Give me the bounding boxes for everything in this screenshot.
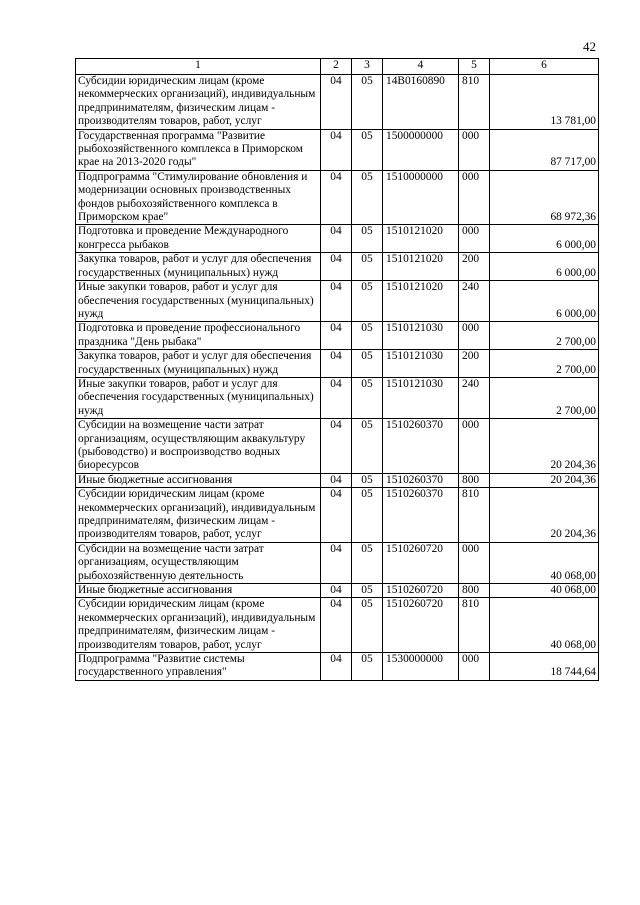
header-cell: 3 (352, 59, 383, 75)
row-code3-cell: 05 (352, 473, 383, 487)
row-code3-cell: 05 (352, 542, 383, 583)
row-code2-cell: 04 (321, 281, 352, 322)
row-code5-cell: 800 (459, 584, 490, 598)
row-sum-cell: 6 000,00 (490, 253, 599, 281)
row-code5-cell: 800 (459, 473, 490, 487)
row-code5-cell: 000 (459, 129, 490, 170)
row-sum-cell: 13 781,00 (490, 75, 599, 130)
row-code3-cell: 05 (352, 253, 383, 281)
table-row (76, 598, 599, 653)
row-name-cell: Подпрограмма "Стимулирование обновления и модернизации основных производственных фондов рыбохозяйственного комплекса в Приморском крае" (76, 170, 321, 225)
row-code2-cell: 04 (321, 584, 352, 598)
row-code2-cell: 04 (321, 419, 352, 474)
row-code2-cell: 04 (321, 473, 352, 487)
row-code5-cell: 240 (459, 281, 490, 322)
header-cell: 6 (490, 59, 599, 75)
row-code3-cell: 05 (352, 129, 383, 170)
page-number: 42 (583, 39, 596, 54)
row-name-cell: Подготовка и проведение Международного конгресса рыбаков (76, 225, 321, 253)
row-sum-cell: 87 717,00 (490, 129, 599, 170)
row-sum-cell: 18 744,64 (490, 653, 599, 681)
row-code4-cell: 1510260720 (383, 584, 459, 598)
row-name-cell: Иные закупки товаров, работ и услуг для обеспечения государственных (муниципальных) нужд (76, 281, 321, 322)
row-name-cell: Иные бюджетные ассигнования (76, 473, 321, 487)
row-code5-cell: 000 (459, 653, 490, 681)
row-code4-cell: 1500000000 (383, 129, 459, 170)
table-row (76, 653, 599, 681)
row-name-cell: Субсидии юридическим лицам (кроме некоммерческих организаций), индивидуальным предпринимателям, физическим лицам - производителям товаров, работ, услуг (76, 598, 321, 653)
row-code5-cell: 000 (459, 170, 490, 225)
table-row (76, 488, 599, 543)
row-name-cell: Подпрограмма "Развитие системы государственного управления" (76, 653, 321, 681)
header-cell: 2 (321, 59, 352, 75)
row-code5-cell: 810 (459, 75, 490, 130)
row-code5-cell: 000 (459, 322, 490, 350)
header-cell: 5 (459, 59, 490, 75)
row-code3-cell: 05 (352, 488, 383, 543)
row-code4-cell: 1510260370 (383, 473, 459, 487)
row-name-cell: Закупка товаров, работ и услуг для обеспечения государственных (муниципальных) нужд (76, 350, 321, 378)
row-code4-cell: 14В0160890 (383, 75, 459, 130)
row-code2-cell: 04 (321, 322, 352, 350)
row-code4-cell: 1510121020 (383, 225, 459, 253)
row-sum-cell: 2 700,00 (490, 377, 599, 418)
row-code4-cell: 1510121030 (383, 350, 459, 378)
row-sum-cell: 40 068,00 (490, 598, 599, 653)
table-row (76, 542, 599, 583)
row-code5-cell: 200 (459, 350, 490, 378)
row-code2-cell: 04 (321, 129, 352, 170)
row-name-cell: Иные бюджетные ассигнования (76, 584, 321, 598)
row-code4-cell: 1510260720 (383, 598, 459, 653)
header-row (76, 59, 599, 75)
row-code4-cell: 1510260370 (383, 419, 459, 474)
row-code2-cell: 04 (321, 542, 352, 583)
table-row (76, 170, 599, 225)
row-name-cell: Субсидии на возмещение части затрат организациям, осуществляющим рыбохозяйственную деятельность (76, 542, 321, 583)
table-row (76, 322, 599, 350)
row-code3-cell: 05 (352, 75, 383, 130)
row-sum-cell: 68 972,36 (490, 170, 599, 225)
row-sum-cell: 2 700,00 (490, 350, 599, 378)
table-row (76, 473, 599, 487)
row-name-cell: Субсидии юридическим лицам (кроме некоммерческих организаций), индивидуальным предпринимателям, физическим лицам - производителям товаров, работ, услуг (76, 488, 321, 543)
table-row (76, 350, 599, 378)
row-code3-cell: 05 (352, 350, 383, 378)
table-row (76, 225, 599, 253)
table-row (76, 281, 599, 322)
row-code2-cell: 04 (321, 75, 352, 130)
row-code5-cell: 000 (459, 542, 490, 583)
row-sum-cell: 20 204,36 (490, 488, 599, 543)
row-code4-cell: 1510000000 (383, 170, 459, 225)
row-code2-cell: 04 (321, 350, 352, 378)
row-name-cell: Закупка товаров, работ и услуг для обеспечения государственных (муниципальных) нужд (76, 253, 321, 281)
row-name-cell: Государственная программа "Развитие рыбохозяйственного комплекса в Приморском крае на 2013-2020 годы" (76, 129, 321, 170)
row-code3-cell: 05 (352, 225, 383, 253)
row-code3-cell: 05 (352, 419, 383, 474)
row-code2-cell: 04 (321, 377, 352, 418)
row-code3-cell: 05 (352, 170, 383, 225)
row-code4-cell: 1510121020 (383, 253, 459, 281)
row-code2-cell: 04 (321, 170, 352, 225)
row-code4-cell: 1510121030 (383, 377, 459, 418)
row-code2-cell: 04 (321, 488, 352, 543)
row-sum-cell: 6 000,00 (490, 225, 599, 253)
row-name-cell: Субсидии на возмещение части затрат организациям, осуществляющим аквакультуру (рыбоводство) и воспроизводство водных биоресурсов (76, 419, 321, 474)
row-code5-cell: 200 (459, 253, 490, 281)
row-code2-cell: 04 (321, 653, 352, 681)
budget-table (75, 58, 599, 681)
row-sum-cell: 20 204,36 (490, 473, 599, 487)
row-sum-cell: 20 204,36 (490, 419, 599, 474)
row-sum-cell: 40 068,00 (490, 584, 599, 598)
row-code2-cell: 04 (321, 253, 352, 281)
table-row (76, 419, 599, 474)
row-sum-cell: 6 000,00 (490, 281, 599, 322)
row-code3-cell: 05 (352, 281, 383, 322)
row-name-cell: Подготовка и проведение профессионального праздника "День рыбака" (76, 322, 321, 350)
table-row (76, 253, 599, 281)
row-code4-cell: 1510121020 (383, 281, 459, 322)
row-code5-cell: 810 (459, 488, 490, 543)
table-row (76, 584, 599, 598)
row-name-cell: Субсидии юридическим лицам (кроме некоммерческих организаций), индивидуальным предпринимателям, физическим лицам - производителям товаров, работ, услуг (76, 75, 321, 130)
table-row (76, 377, 599, 418)
row-sum-cell: 40 068,00 (490, 542, 599, 583)
header-cell: 1 (76, 59, 321, 75)
row-code3-cell: 05 (352, 377, 383, 418)
row-sum-cell: 2 700,00 (490, 322, 599, 350)
row-code4-cell: 1510121030 (383, 322, 459, 350)
row-code4-cell: 1510260720 (383, 542, 459, 583)
row-code3-cell: 05 (352, 653, 383, 681)
table-row (76, 75, 599, 130)
row-code3-cell: 05 (352, 584, 383, 598)
row-name-cell: Иные закупки товаров, работ и услуг для обеспечения государственных (муниципальных) нужд (76, 377, 321, 418)
row-code5-cell: 000 (459, 419, 490, 474)
row-code2-cell: 04 (321, 598, 352, 653)
row-code3-cell: 05 (352, 322, 383, 350)
header-cell: 4 (383, 59, 459, 75)
row-code4-cell: 1530000000 (383, 653, 459, 681)
row-code5-cell: 810 (459, 598, 490, 653)
row-code5-cell: 240 (459, 377, 490, 418)
row-code3-cell: 05 (352, 598, 383, 653)
row-code4-cell: 1510260370 (383, 488, 459, 543)
row-code2-cell: 04 (321, 225, 352, 253)
table-row (76, 129, 599, 170)
row-code5-cell: 000 (459, 225, 490, 253)
